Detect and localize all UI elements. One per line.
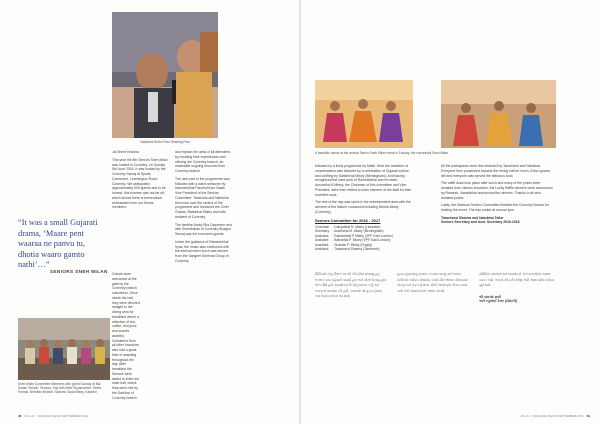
dance-photo-2-image [441,80,556,148]
role-cell: Assistant [315,238,329,243]
paragraph: and explain the aims of all attendees by recalling their experiences and offering the Coventry branch, an invaluable ongoing resource from Coventry branch. [175,150,231,173]
name-cell: - Ramanbhai P Mistry (VPF East London) [332,233,393,238]
paragraph: followed by a lively programme by Mitali. Here the transition of conversations was followed by a celebration of Gujarati culture and clothing by Satishbhai Mistry (Birmingham). And having recognised the hard work of Rameshbhai and his team, Anuradha M Mistry, the Chairman of this committee and Vice President, were then invited to each member of the staff for their excellent work. [315,164,412,197]
group-photo [18,318,110,380]
gujarati-signature-2: અને નટુભાઈ ટેલર (સેક્રેટરી) [479,299,517,304]
left-page-number: 38 [18,414,22,418]
paragraph: Lastly, the Mathura Seniors Committee thanked the Coventry Branch for hosting the event. The day ended at around 4pm. [441,203,550,212]
greeting: Jai Shree Krishna [112,150,139,154]
right-footer-text: VOL 21 · MATHURA NEWS SEPTEMBER 2016 [519,414,584,418]
gujarati-column-1: સિનિયર્સ સ્નેહ મિલન આ વર્ષે કોવેન્ટ્રીમાં યોજાયું હતું. લગભગ ૫૦૦ મહેમાનો પધાર્યા હતા અને સૌએ ઉત્સાહપૂર્વક ભાગ લીધો હતો. સ્વયંસેવકોએ સૌનું સ્વાગત કર્યું અને નાસ્તાની વ્યવસ્થા કરી હતી. ત્યારબાદ સૌ મુખ્ય હોલમાં ગયા જ્યાં કાર્યક્રમ શરૂ થયો. [315,272,387,299]
name-cell: - Aradhana M. Mistry (Birmingham) [332,229,384,234]
group-photo-caption: Sneh Milan Committee Members with guest Sunday at Bal Sadan Temple. Seniors, Kaji with Balki Shyamantee, Seela Parmar, Nirmitan Bhavte, Santosh Sada Mistry, Kalwani [18,382,102,395]
left-footer-text: VOL 21 · MATHURA NEWS SEPTEMBER 2016 [24,414,89,418]
right-column-1 [315,164,413,218]
paragraph: The familiar Aunty Rita Carpenter and wife Shreekshan of Coventry Bhagini Samaj was the honoured guests. [175,222,232,236]
main-photo [112,12,218,138]
name-cell: - Shashin P. Mistry (Rugby) [332,242,373,247]
paragraph: The rest of the day was spent in the entertainment area with the winners of the Nature crossword including Nirmla Mistry (Coventry). [315,200,411,214]
dance-photo [315,80,413,148]
signature-name: Tarachand Sharma and Natubhai Tailor [441,215,504,220]
left-column-1-narrow [112,272,140,403]
committee-table [315,225,396,251]
role-cell: Chairman [315,225,330,229]
left-column-1 [112,150,168,213]
role-cell: Assistant [315,242,329,247]
gujarati-signature-1: શ્રી તારાચંદ શર્મા [479,294,501,299]
role-cell: Assistant [315,247,329,252]
main-photo-image [112,12,218,138]
table-row [315,247,396,251]
gujarati-column-2: મુખ્ય મહેમાનોનું સન્માન કરવામાં આવ્યું અને ભજન સંગીતનો કાર્યક્રમ યોજાયો. બપોરે સૌને ભોજન પીરસવામાં આવ્યું અને રાફલ ડ્રો થયો. સૌએ આનંદપૂર્વક દિવસ પસાર કર્યો અને આયોજકોનો આભાર માન્યો. [397,272,468,293]
dance-photo-caption: A beautiful dance at the annual Senior Sneh Milan event in Sunday, the successful Sneh Milan [315,151,449,155]
role-cell: Assistant [315,233,329,238]
gujarati-column-3 [479,272,555,304]
paragraph: The raffle draw took place after lunch and many of the prizes were donated from various branches, the Lucky Raffle winners were announced by Ramesh. Vasantbhai announced the winners. Thanks to all who donated prizes. [441,181,553,200]
committee-box [315,216,425,251]
right-column-3 [441,164,553,225]
main-photo-caption: Satishbai Sethu Ravi Reading Ravi [140,140,190,144]
section-label: SENIORS SNEH MILAN [50,269,108,274]
name-cell: - Dahyabhai N. Mistry (Leicester) [332,225,381,229]
right-footer [520,414,590,418]
group-photo-image [18,318,110,380]
left-footer [18,414,88,418]
pull-quote: “It was a small Gujarati drama, ‘Maare pent waaraa ne panvu tu, dhotia waaro gamto nathi’…” [18,218,98,269]
signature-title: Seniors Secretary and Asst. Secretary 2016-2018 [441,220,520,225]
dance-photo-2 [441,80,556,148]
paragraph: The next part of the programme was followed with a warm welcome by Narotambhai Panchal from Nasik, Vice President of the Seniors Committee. Tansinhai and Natubhai then took over the control of the programme and honoured the Chief Guests, Babubhai Mistry and wife, resident of Coventry. [175,176,230,219]
right-page [301,0,600,424]
paragraph: Guests were welcomed at the gate by the Coventry branch volunteers. Once inside the hall, they were directed straight to the dining area for breakfast where a selection of tea, coffee, fruit juice and snacks awaited. Volunteers from all other branches also had a great time of assisting throughout the day. After breakfast the Seniors were asked to enter the main hall, where they were met by the Darbhar of Coventry branch. [112,272,140,400]
paragraph: All the participants were then thanked by Tarachand and Natubhai. Everyone then proceeded towards the dining hall for lunch. A few spaces left and everyone was served the delicious food. [441,164,551,178]
paragraph: This year the 8th Seniors Sneh Milan was hosted in Coventry, on Sunday 5th June 2016. It was hosted by the Coventry Samaj at Sports Connexion, Leamington Road, Coventry. We anticipated approximately 500 guests and to be honest, this number was not far off, which shows there is tremendous enthusiasm from our Senior members. [112,157,168,210]
left-page [0,0,299,424]
gujarati-paragraph: સમિતિના સભ્યોએ સર્વે સ્વયંસેવકો અને દાતાઓનો આભાર વ્યક્ત કર્યો. આવતા વર્ષે ફરી મળીશું એવી આશા સાથે કાર્યક્રમ પૂર્ણ થયો. [479,272,555,288]
dance-photo-image [315,80,413,148]
right-page-number: 39 [586,414,590,418]
left-column-2 [175,150,233,267]
table-row [315,238,396,242]
role-cell: Secretary [315,229,330,234]
name-cell: - Babubhai P. Mistry (VPF East London) [332,238,391,243]
name-cell: - Tarachand Sharma (Tamworth) [332,247,380,252]
committee-title: Seniors Committee for 2016 - 2017 [315,218,381,223]
paragraph: Under the guidance of Rameshbhai Vyas, the music also continued until the interval when lunch was served from the Sangeet Shehnai Group of Coventry. [175,239,229,263]
